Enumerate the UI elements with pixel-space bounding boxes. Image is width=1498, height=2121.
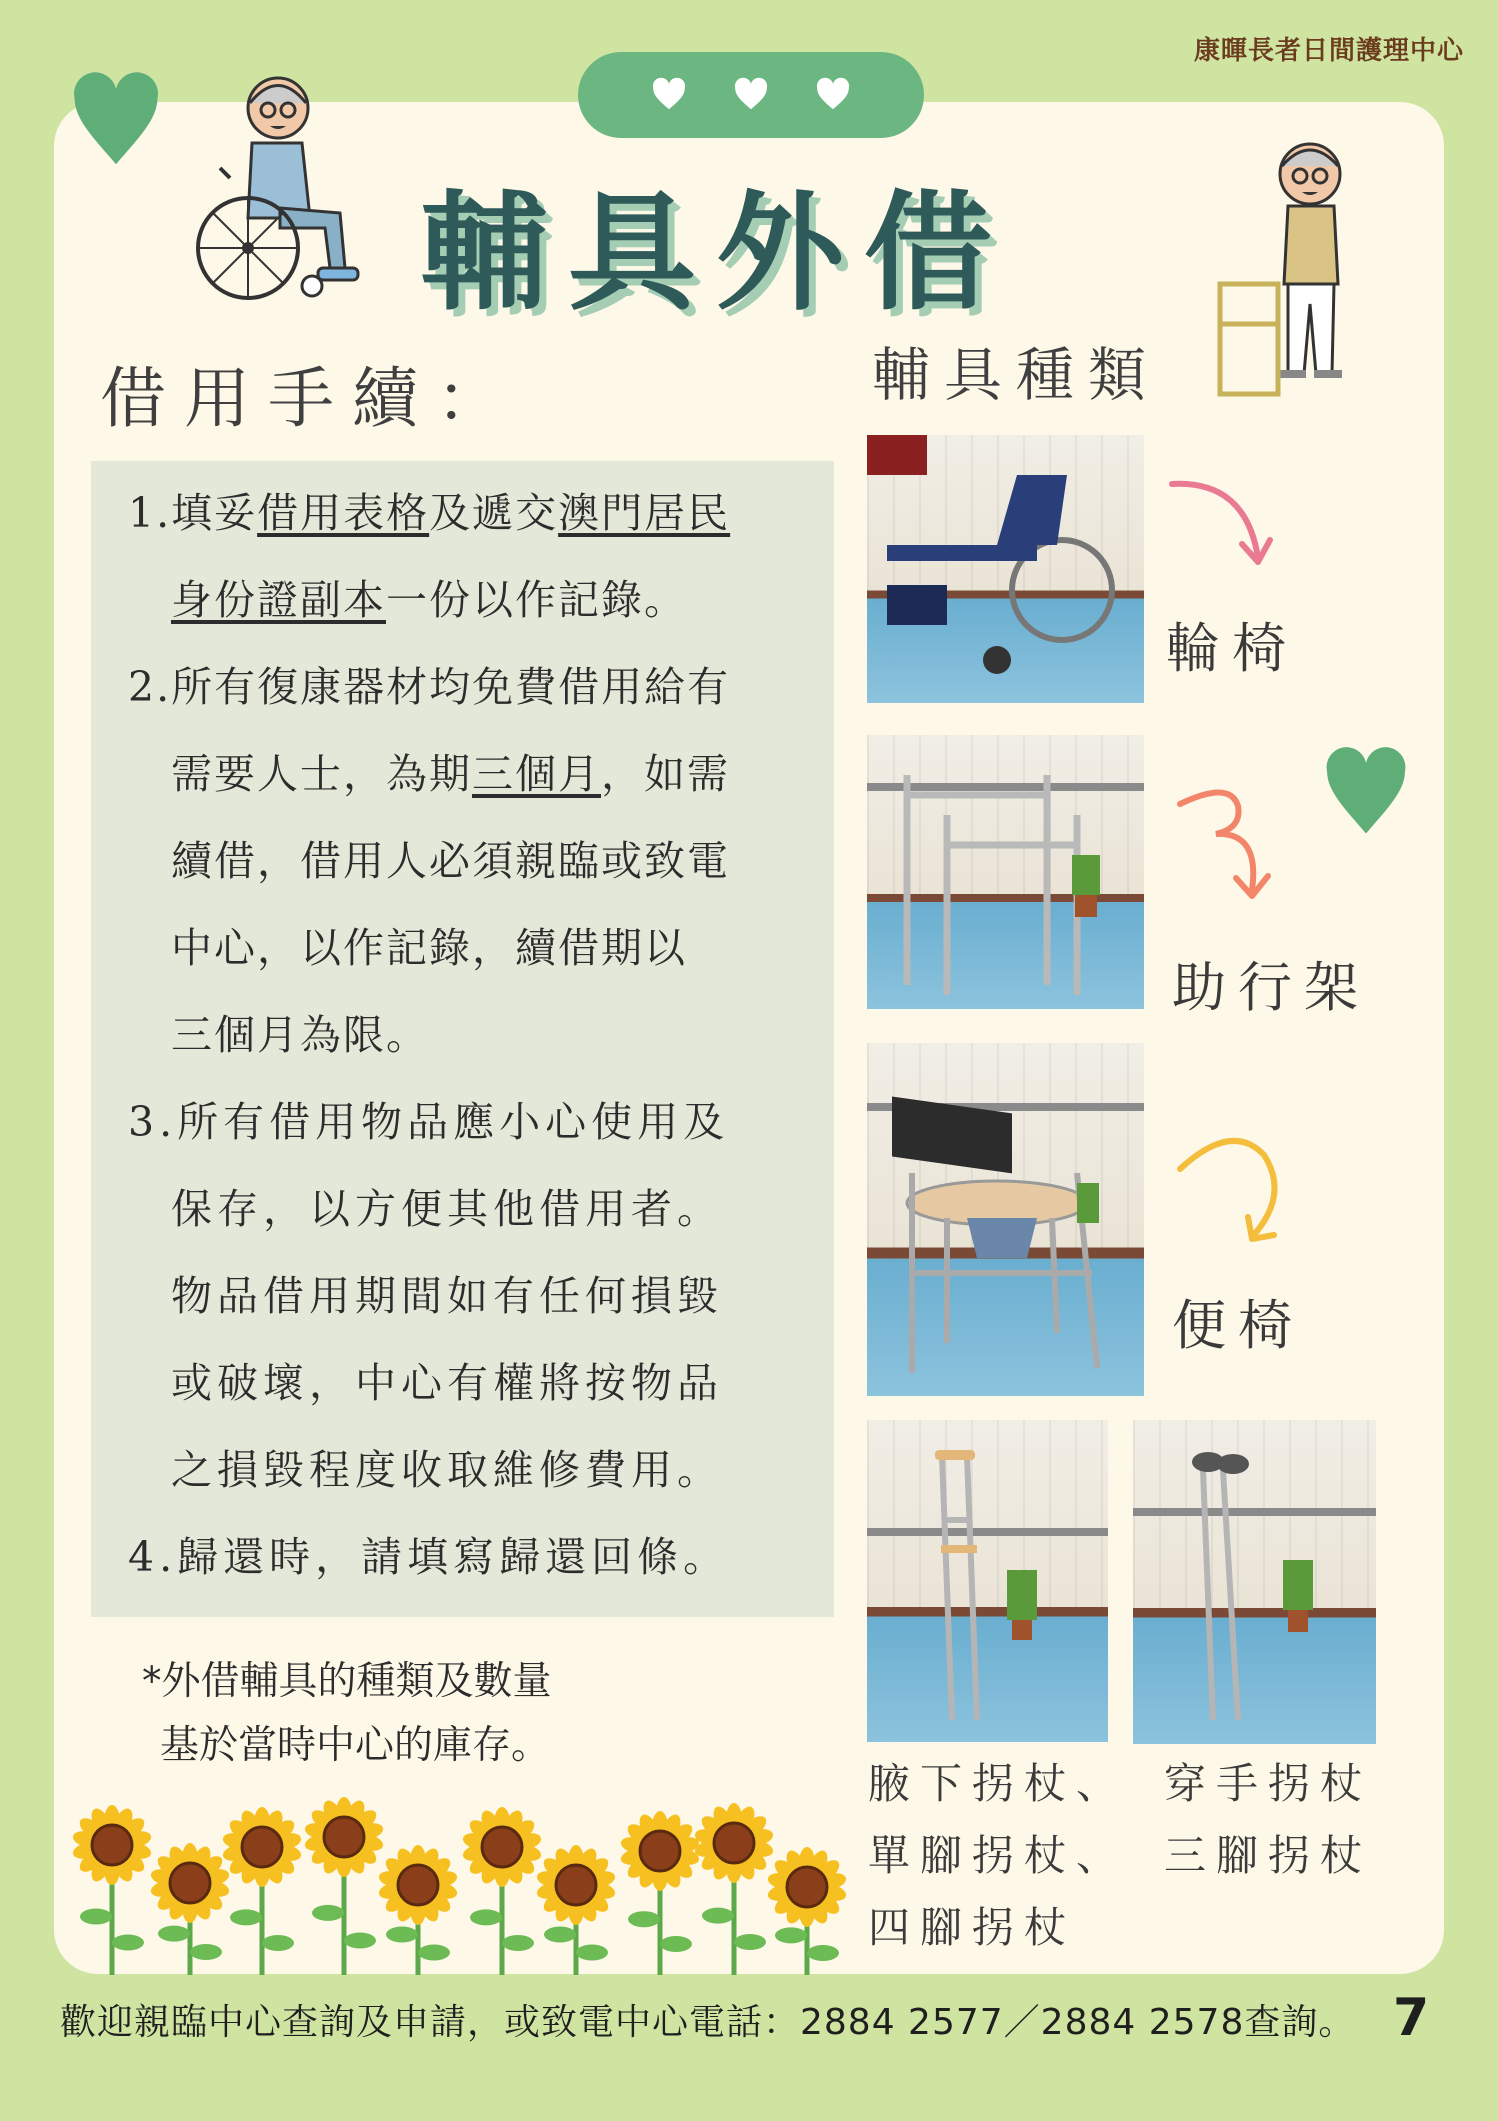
procedure-text: ，如需	[601, 750, 730, 798]
procedure-line	[128, 470, 828, 557]
crutches-label-line: 腋下拐杖、	[868, 1759, 1129, 1808]
forearm-crutches-label	[1164, 1748, 1372, 1892]
procedure-line	[128, 731, 828, 818]
org-name: 康暉長者日間護理中心	[1193, 36, 1464, 66]
procedure-underlined-text: 三個月	[472, 750, 601, 798]
procedure-text: 保存，以方便其他借用者。	[171, 1185, 723, 1233]
procedure-line	[128, 1427, 828, 1514]
page-number: 7	[1393, 1988, 1430, 2048]
procedure-text: 4.歸還時，請填寫歸還回條。	[128, 1533, 730, 1581]
sunflower-icon	[221, 1807, 303, 1975]
procedure-underlined-text: 身份證副本	[171, 576, 386, 624]
sunflower-icon	[693, 1803, 775, 1975]
forearm-crutches-label-line: 穿手拐杖	[1164, 1759, 1373, 1808]
procedure-line	[128, 1079, 828, 1166]
heart-icon	[70, 70, 162, 168]
procedure-text: 之損毀程度收取維修費用。	[171, 1446, 723, 1494]
curly-arrow-icon	[1172, 780, 1292, 920]
crutches-label-line: 四腳拐杖	[868, 1903, 1077, 1952]
forearm-crutches-label-line: 三腳拐杖	[1164, 1831, 1373, 1880]
crutches-label-line: 單腳拐杖、	[868, 1831, 1129, 1880]
commode-chair-photo	[867, 1043, 1144, 1396]
equipment-types-heading: 輔具種類	[872, 341, 1161, 409]
sunflower-icon	[303, 1797, 385, 1975]
sunflower-icon	[71, 1805, 153, 1975]
procedure-text: 三個月為限。	[171, 1011, 429, 1059]
curved-arrow-icon	[1166, 470, 1276, 580]
procedure-text: 2.所有復康器材均免費借用給有	[128, 663, 731, 711]
procedures-list	[128, 470, 828, 1601]
heart-icon	[732, 76, 770, 114]
sunflower-icon	[149, 1843, 231, 1975]
heart-icon	[814, 76, 852, 114]
procedure-text: 3.所有借用物品應小心使用及	[128, 1098, 730, 1146]
page-title: 輔具外借	[420, 179, 1013, 328]
walker-label: 助行架	[1172, 956, 1370, 1019]
heart-icon	[650, 76, 688, 114]
procedure-line	[128, 1253, 828, 1340]
sunflower-icon	[461, 1807, 543, 1975]
procedure-underlined-text: 借用表格	[257, 489, 430, 537]
procedure-text: 一份以作記錄。	[386, 576, 687, 624]
stock-note-line: *外借輔具的種類及數量	[142, 1659, 552, 1704]
sunflower-icon	[766, 1847, 848, 1975]
procedures-heading: 借用手續：	[100, 360, 520, 437]
footer-contact: 歡迎親臨中心查詢及申請，或致電中心電話：2884 2577／2884 2578查詢。	[60, 2002, 1356, 2043]
procedure-line	[128, 818, 828, 905]
hearts-tab	[578, 52, 924, 138]
procedure-line	[128, 1514, 828, 1601]
forearm-crutches-photo	[1133, 1420, 1376, 1744]
procedure-text: 1.填妥	[128, 489, 258, 537]
procedure-text: 中心，以作記錄，續借期以	[171, 924, 687, 972]
elder-walker-illustration	[1210, 134, 1380, 404]
commode-chair-label: 便椅	[1172, 1294, 1304, 1357]
procedure-line	[128, 905, 828, 992]
sunflower-icon	[619, 1811, 701, 1975]
procedure-text: 或破壞，中心有權將按物品	[171, 1359, 723, 1407]
procedure-text: 續借，借用人必須親臨或致電	[171, 837, 730, 885]
wheelchair-photo	[867, 435, 1144, 703]
crutches-label	[868, 1748, 1128, 1964]
procedure-line	[128, 1166, 828, 1253]
elder-wheelchair-illustration	[190, 68, 380, 308]
sunflower-decoration	[62, 1795, 862, 1975]
crutches-photo	[867, 1420, 1108, 1742]
walker-photo	[867, 735, 1144, 1009]
sunflower-icon	[377, 1845, 459, 1975]
procedure-text: 物品借用期間如有任何損毀	[171, 1272, 723, 1320]
procedure-underlined-text: 澳門居民	[558, 489, 731, 537]
sunflower-icon	[535, 1845, 617, 1975]
procedure-text: 需要人士，為期	[171, 750, 472, 798]
procedure-text: 及遞交	[429, 489, 559, 537]
heart-icon	[1322, 745, 1410, 837]
curved-arrow-icon	[1172, 1125, 1302, 1255]
procedure-line	[128, 557, 828, 644]
procedure-line	[128, 1340, 828, 1427]
stock-note	[142, 1650, 552, 1778]
procedure-line	[128, 644, 828, 731]
stock-note-line: 基於當時中心的庫存。	[160, 1723, 551, 1768]
wheelchair-label: 輪椅	[1166, 617, 1298, 680]
procedure-line	[128, 992, 828, 1079]
